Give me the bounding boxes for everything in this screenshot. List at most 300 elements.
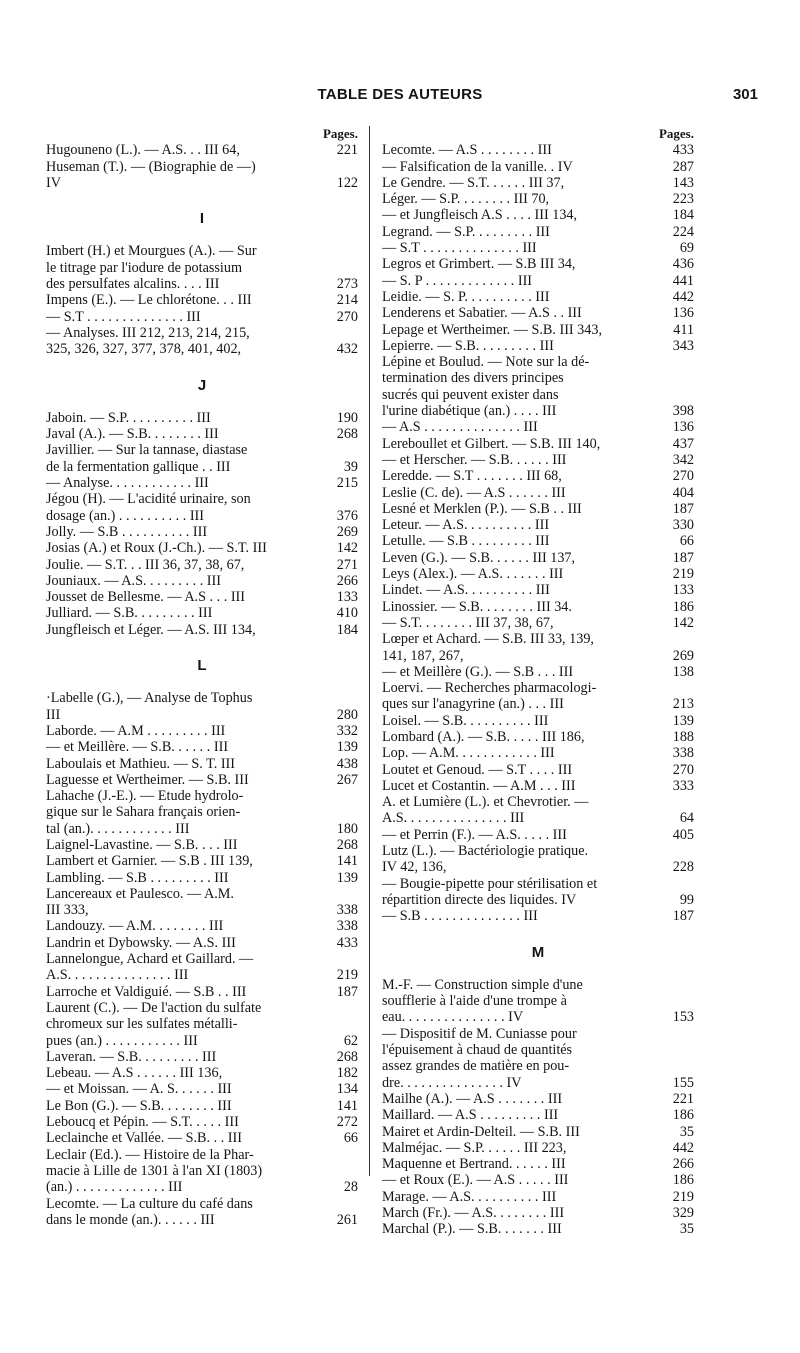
entry-page-number: 433: [336, 934, 358, 951]
entry-page-number: 139: [672, 712, 694, 729]
entry-text: Leslie (C. de). — A.S . . . . . . III: [382, 484, 566, 501]
index-entry: [46, 1049, 358, 1065]
entry-text: chromeux sur les sulfates métalli-: [46, 1016, 238, 1033]
entry-page-number: 143: [672, 174, 694, 191]
entry-text: gique sur le Sahara français orien-: [46, 804, 241, 821]
index-entry: [46, 886, 358, 902]
entry-text: Leteur. — A.S. . . . . . . . . . III: [382, 517, 550, 534]
index-entry: [46, 243, 358, 259]
index-entry: [46, 622, 358, 638]
index-entry: [46, 821, 358, 837]
entry-page-number: 405: [672, 826, 694, 843]
entry-text: Imbert (H.) et Mourgues (A.). — Sur: [46, 243, 257, 260]
entry-text: Javillier. — Sur la tannase, diastase: [46, 442, 248, 459]
entry-page-number: 433: [672, 142, 694, 159]
index-entry: [382, 1156, 694, 1172]
entry-page-number: 223: [672, 191, 694, 208]
index-entry: [382, 696, 694, 712]
entry-page-number: 342: [672, 451, 694, 468]
index-entry: [382, 977, 694, 993]
entry-text: Lutz (L.). — Bactériologie pratique.: [382, 843, 589, 860]
index-entry: [382, 354, 694, 370]
index-entry: [46, 605, 358, 621]
entry-text: Landouzy. — A.M. . . . . . . . III: [46, 918, 224, 935]
index-entry: [382, 892, 694, 908]
entry-text: Leredde. — S.T . . . . . . . III 68,: [382, 468, 562, 485]
entry-page-number: 268: [336, 426, 358, 443]
entry-text: Laguesse et Wertheimer. — S.B. III: [46, 771, 249, 788]
index-entry: [382, 794, 694, 810]
index-entry: [382, 810, 694, 826]
index-entry: [46, 739, 358, 755]
entry-text: Lenderens et Sabatier. — A.S . . III: [382, 305, 582, 322]
pages-heading: Pages.: [658, 126, 694, 141]
entry-page-number: 133: [336, 589, 358, 606]
index-entry: [46, 902, 358, 918]
index-entry: [46, 918, 358, 934]
index-entry: [382, 745, 694, 761]
index-entry: [46, 935, 358, 951]
entry-text: Leclair (Ed.). — Histoire de la Phar-: [46, 1146, 254, 1163]
entry-text: Leidie. — S. P. . . . . . . . . . III: [382, 288, 550, 305]
index-entry: [382, 859, 694, 875]
entry-page-number: 66: [343, 1130, 358, 1147]
index-entry: [382, 827, 694, 843]
index-entry: [382, 501, 694, 517]
entry-page-number: 69: [679, 240, 694, 257]
entry-text: Marchal (P.). — S.B. . . . . . . III: [382, 1221, 562, 1238]
index-entry: [382, 1172, 694, 1188]
entry-text: Letulle. — S.B . . . . . . . . . III: [382, 533, 550, 550]
index-entry: [382, 322, 694, 338]
entry-text: Jousset de Bellesme. — A.S . . . III: [46, 589, 245, 606]
index-entry: [382, 615, 694, 631]
index-entry: [382, 224, 694, 240]
index-entry: [382, 566, 694, 582]
index-entry: [382, 664, 694, 680]
index-entry: [46, 442, 358, 458]
index-entry: [46, 491, 358, 507]
entry-text: Jégou (H). — L'acidité urinaire, son: [46, 491, 251, 508]
entry-text: — Dispositif de M. Cuniasse pour: [382, 1025, 577, 1042]
entry-text: soufflerie à l'aide d'une trompe à: [382, 993, 567, 1010]
index-entry: [382, 762, 694, 778]
index-entry: [382, 175, 694, 191]
entry-text: ques sur l'anagyrine (an.) . . . III: [382, 696, 564, 713]
entry-text: — et Roux (E.). — A.S . . . . . III: [382, 1172, 569, 1189]
index-entry: [46, 341, 358, 357]
entry-text: — et Moissan. — A. S. . . . . . III: [46, 1081, 232, 1098]
entry-page-number: 182: [336, 1065, 358, 1082]
entry-text: Jouniaux. — A.S. . . . . . . . . III: [46, 572, 221, 589]
entry-text: — et Perrin (F.). — A.S. . . . . III: [382, 826, 567, 843]
entry-page-number: 64: [679, 810, 694, 827]
index-entry: [46, 540, 358, 556]
entry-text: Leys (Alex.). — A.S. . . . . . . III: [382, 566, 564, 583]
section-letter: J: [197, 376, 207, 394]
index-entry: [46, 557, 358, 573]
entry-text: Laignel-Lavastine. — S.B. . . . III: [46, 836, 238, 853]
entry-page-number: 338: [672, 745, 694, 762]
entry-text: macie à Lille de 1301 à l'an XI (1803): [46, 1162, 263, 1179]
entry-page-number: 141: [336, 1097, 358, 1114]
entry-page-number: 62: [343, 1032, 358, 1049]
entry-text: Laboulais et Mathieu. — S. T. III: [46, 755, 235, 772]
index-entry: [46, 984, 358, 1000]
entry-page-number: 442: [672, 1139, 694, 1156]
entry-text: A. et Lumière (L.). et Chevrotier. —: [382, 794, 589, 811]
entry-text: Marage. — A.S. . . . . . . . . . III: [382, 1188, 557, 1205]
entry-text: — Falsification de la vanille. . IV: [382, 158, 573, 175]
entry-text: A.S. . . . . . . . . . . . . . . III: [382, 810, 525, 827]
entry-page-number: 35: [679, 1123, 694, 1140]
entry-page-number: 187: [672, 549, 694, 566]
entry-page-number: 155: [672, 1074, 694, 1091]
index-entry: [46, 1163, 358, 1179]
entry-text: eau. . . . . . . . . . . . . . . IV: [382, 1009, 524, 1026]
entry-text: Lombard (A.). — S.B. . . . . III 186,: [382, 728, 585, 745]
entry-page-number: 333: [672, 777, 694, 794]
entry-text: Javal (A.). — S.B. . . . . . . . III: [46, 426, 219, 443]
entry-text: Leboucq et Pépin. — S.T. . . . . III: [46, 1114, 239, 1131]
entry-text: Lambling. — S.B . . . . . . . . . III: [46, 869, 229, 886]
entry-page-number: 269: [672, 647, 694, 664]
section-letter: I: [199, 210, 205, 228]
index-entry: [46, 804, 358, 820]
entry-page-number: 332: [336, 722, 358, 739]
entry-text: 141, 187, 267,: [382, 647, 464, 664]
index-entry: [46, 853, 358, 869]
section-letter: M: [531, 943, 545, 961]
index-entry: [382, 680, 694, 696]
entry-text: Lesné et Merklen (P.). — S.B . . III: [382, 500, 582, 517]
entry-page-number: 343: [672, 337, 694, 354]
entry-text: tal (an.). . . . . . . . . . . . III: [46, 820, 190, 837]
entry-text: Lepierre. — S.B. . . . . . . . . III: [382, 337, 554, 354]
index-entry: [46, 1147, 358, 1163]
entry-page-number: 219: [336, 967, 358, 984]
entry-page-number: 66: [679, 533, 694, 550]
entry-text: Landrin et Dybowsky. — A.S. III: [46, 934, 236, 951]
entry-page-number: 436: [672, 256, 694, 273]
index-entry: [46, 1016, 358, 1032]
entry-text: Lucet et Costantin. — A.M . . . III: [382, 777, 576, 794]
entry-text: Hugouneno (L.). — A.S. . . III 64,: [46, 142, 240, 159]
entry-page-number: 268: [336, 1048, 358, 1065]
index-entry: [46, 508, 358, 524]
entry-text: III 333,: [46, 902, 89, 919]
page-number: 301: [732, 86, 758, 103]
index-entry: [46, 260, 358, 276]
index-entry: [382, 1075, 694, 1091]
entry-text: — A.S . . . . . . . . . . . . . . III: [382, 419, 538, 436]
entry-page-number: 186: [672, 598, 694, 615]
entry-page-number: 35: [679, 1221, 694, 1238]
entry-page-number: 134: [336, 1081, 358, 1098]
entry-page-number: 338: [336, 918, 358, 935]
index-entry: [46, 870, 358, 886]
entry-text: Lancereaux et Paulesco. — A.M.: [46, 885, 234, 902]
entry-page-number: 99: [679, 891, 694, 908]
index-entry: [46, 1098, 358, 1114]
index-entry: [46, 967, 358, 983]
index-entry: [382, 993, 694, 1009]
index-entry: [382, 1189, 694, 1205]
index-entry: [46, 1179, 358, 1195]
entry-text: — et Herscher. — S.B. . . . . . III: [382, 451, 567, 468]
entry-text: Lepage et Wertheimer. — S.B. III 343,: [382, 321, 603, 338]
index-entry: [382, 191, 694, 207]
entry-text: Larroche et Valdiguié. — S.B . . III: [46, 983, 247, 1000]
entry-text: Leclainche et Vallée. — S.B. . . III: [46, 1130, 242, 1147]
index-entry: [382, 485, 694, 501]
entry-text: — et Jungfleisch A.S . . . . III 134,: [382, 207, 578, 224]
index-entry: [46, 524, 358, 540]
entry-page-number: 268: [336, 836, 358, 853]
entry-page-number: 330: [672, 517, 694, 534]
entry-page-number: 221: [336, 142, 358, 159]
entry-text: Mailhe (A.). — A.S . . . . . . . III: [382, 1090, 563, 1107]
entry-page-number: 139: [336, 869, 358, 886]
entry-page-number: 133: [672, 582, 694, 599]
entry-text: Le Bon (G.). — S.B. . . . . . . . III: [46, 1097, 232, 1114]
index-entry: [382, 517, 694, 533]
index-entry: [382, 1042, 694, 1058]
entry-page-number: 142: [672, 614, 694, 631]
entry-page-number: 184: [336, 621, 358, 638]
entry-page-number: 215: [336, 475, 358, 492]
index-entry: [382, 142, 694, 158]
index-entry: [46, 1000, 358, 1016]
index-entry: [46, 573, 358, 589]
index-entry: [46, 1130, 358, 1146]
entry-page-number: 438: [336, 755, 358, 772]
entry-text: Loisel. — S.B. . . . . . . . . . III: [382, 712, 549, 729]
entry-page-number: 442: [672, 288, 694, 305]
index-entry: [382, 1107, 694, 1123]
entry-text: Legrand. — S.P. . . . . . . . . III: [382, 223, 550, 240]
entry-text: — et Meillère (G.). — S.B . . . III: [382, 663, 574, 680]
entry-text: Impens (E.). — Le chlorétone. . . III: [46, 292, 252, 309]
index-entry: [382, 729, 694, 745]
index-entry: [382, 1140, 694, 1156]
index-entry: [382, 387, 694, 403]
entry-page-number: 213: [672, 696, 694, 713]
index-entry: [382, 1205, 694, 1221]
entry-text: le titrage par l'iodure de potassium: [46, 259, 242, 276]
index-entry: [46, 292, 358, 308]
index-entry: [382, 533, 694, 549]
index-entry: [46, 837, 358, 853]
index-entry: [46, 788, 358, 804]
entry-text: Joulie. — S.T. . . III 36, 37, 38, 67,: [46, 556, 245, 573]
entry-text: 325, 326, 327, 377, 378, 401, 402,: [46, 341, 242, 358]
index-entry: [46, 410, 358, 426]
index-entry: [382, 1009, 694, 1025]
index-entry: [46, 1212, 358, 1228]
entry-text: (an.) . . . . . . . . . . . . . III: [46, 1179, 183, 1196]
entry-text: Julliard. — S.B. . . . . . . . . III: [46, 605, 213, 622]
index-entry: [46, 159, 358, 175]
index-entry: [46, 1033, 358, 1049]
entry-text: Loervi. — Recherches pharmacologi-: [382, 680, 597, 697]
pages-heading: Pages.: [322, 126, 358, 141]
entry-text: Maquenne et Bertrand. . . . . . III: [382, 1156, 566, 1173]
index-entry: [46, 707, 358, 723]
entry-text: Lecomte. — A.S . . . . . . . . III: [382, 142, 552, 159]
entry-text: dre. . . . . . . . . . . . . . . IV: [382, 1074, 522, 1091]
entry-text: Jolly. — S.B . . . . . . . . . . III: [46, 523, 208, 540]
index-entry: [382, 1091, 694, 1107]
entry-page-number: 376: [336, 507, 358, 524]
index-entry: [382, 550, 694, 566]
index-entry: [382, 713, 694, 729]
index-entry: [382, 256, 694, 272]
entry-text: Linossier. — S.B. . . . . . . . III 34.: [382, 598, 572, 615]
entry-text: Laurent (C.). — De l'action du sulfate: [46, 999, 262, 1016]
entry-page-number: 329: [672, 1205, 694, 1221]
entry-text: Jaboin. — S.P. . . . . . . . . . III: [46, 409, 211, 426]
index-entry: [382, 240, 694, 256]
index-entry: [46, 276, 358, 292]
entry-text: Lœper et Achard. — S.B. III 33, 139,: [382, 631, 594, 648]
index-entry: [382, 273, 694, 289]
entry-text: sucrés qui peuvent exister dans: [382, 386, 559, 403]
column-divider: [369, 126, 370, 1176]
entry-text: Laveran. — S.B. . . . . . . . . III: [46, 1048, 217, 1065]
index-entry: [382, 452, 694, 468]
entry-page-number: 437: [672, 435, 694, 452]
index-entry: [46, 690, 358, 706]
entry-text: ·Labelle (G.), — Analyse de Tophus: [46, 690, 253, 707]
entry-page-number: 153: [672, 1009, 694, 1026]
index-entry: [46, 142, 358, 158]
index-entry: [382, 289, 694, 305]
index-entry: [382, 908, 694, 924]
entry-text: Mairet et Ardin-Delteil. — S.B. III: [382, 1123, 580, 1140]
entry-text: Léger. — S.P. . . . . . . . III 70,: [382, 191, 550, 208]
entry-text: — S.T . . . . . . . . . . . . . . III: [46, 308, 201, 325]
index-entry: [46, 772, 358, 788]
entry-text: Lereboullet et Gilbert. — S.B. III 140,: [382, 435, 601, 452]
entry-page-number: 267: [336, 771, 358, 788]
index-entry: [46, 325, 358, 341]
entry-text: Malméjac. — S.P. . . . . . III 223,: [382, 1139, 567, 1156]
section-letter: L: [197, 657, 207, 675]
entry-text: l'épuisement à chaud de quantités: [382, 1042, 573, 1059]
index-entry: [382, 419, 694, 435]
entry-page-number: 410: [336, 605, 358, 622]
entry-text: répartition directe des liquides. IV: [382, 891, 577, 908]
entry-text: M.-F. — Construction simple d'une: [382, 976, 583, 993]
entry-text: de la fermentation gallique . . III: [46, 458, 231, 475]
entry-page-number: 266: [336, 572, 358, 589]
index-entry: [382, 370, 694, 386]
index-entry: [382, 1026, 694, 1042]
entry-text: Maillard. — A.S . . . . . . . . . III: [382, 1107, 559, 1124]
entry-page-number: 142: [336, 540, 358, 557]
entry-page-number: 136: [672, 305, 694, 322]
right-column: [382, 126, 694, 1238]
index-entry: [46, 175, 358, 191]
index-entry: [46, 1114, 358, 1130]
entry-page-number: 184: [672, 207, 694, 224]
entry-page-number: 188: [672, 728, 694, 745]
entry-text: Josias (A.) et Roux (J.-Ch.). — S.T. III: [46, 540, 267, 557]
index-entry: [382, 159, 694, 175]
left-column: [46, 126, 358, 1228]
entry-page-number: 432: [336, 341, 358, 358]
entry-page-number: 398: [672, 403, 694, 420]
entry-page-number: 272: [336, 1114, 358, 1131]
entry-page-number: 221: [672, 1090, 694, 1107]
index-entry: [382, 305, 694, 321]
entry-list: [46, 142, 358, 1228]
entry-page-number: 186: [672, 1172, 694, 1189]
entry-page-number: 187: [672, 500, 694, 517]
entry-text: A.S. . . . . . . . . . . . . . . III: [46, 967, 189, 984]
index-entry: [382, 338, 694, 354]
entry-page-number: 441: [672, 272, 694, 289]
index-entry: [46, 951, 358, 967]
entry-text: — S.T . . . . . . . . . . . . . . III: [382, 240, 537, 257]
entry-page-number: 190: [336, 409, 358, 426]
entry-page-number: 219: [672, 1188, 694, 1205]
entry-page-number: 219: [672, 566, 694, 583]
entry-page-number: 141: [336, 853, 358, 870]
entry-text: dans le monde (an.). . . . . . III: [46, 1211, 215, 1228]
entry-text: — S.B . . . . . . . . . . . . . . III: [382, 908, 538, 925]
entry-page-number: 180: [336, 820, 358, 837]
entry-text: Leven (G.). — S.B. . . . . . III 137,: [382, 549, 576, 566]
entry-page-number: 287: [672, 158, 694, 175]
entry-text: Lannelongue, Achard et Gaillard. —: [46, 951, 254, 968]
entry-text: dosage (an.) . . . . . . . . . . III: [46, 507, 204, 524]
index-entry: [46, 309, 358, 325]
entry-text: Lop. — A.M. . . . . . . . . . . . III: [382, 745, 555, 762]
entry-page-number: 224: [672, 223, 694, 240]
page-title: TABLE DES AUTEURS: [317, 86, 483, 103]
entry-page-number: 270: [672, 468, 694, 485]
entry-page-number: 269: [336, 523, 358, 540]
entry-text: Laborde. — A.M . . . . . . . . . III: [46, 722, 226, 739]
entry-text: III: [46, 706, 61, 723]
entry-text: — S. P . . . . . . . . . . . . . III: [382, 272, 533, 289]
entry-text: — S.T. . . . . . . . III 37, 38, 67,: [382, 614, 554, 631]
entry-page-number: 39: [343, 458, 358, 475]
entry-page-number: 270: [672, 761, 694, 778]
entry-text: assez grandes de matière en pou-: [382, 1058, 570, 1075]
entry-page-number: 411: [673, 321, 694, 338]
entry-page-number: 270: [336, 308, 358, 325]
index-entry: [382, 631, 694, 647]
entry-text: — Analyses. III 212, 213, 214, 215,: [46, 324, 250, 341]
entry-text: — et Meillère. — S.B. . . . . . III: [46, 739, 229, 756]
entry-page-number: 187: [672, 908, 694, 925]
index-entry: [46, 1196, 358, 1212]
entry-page-number: 404: [672, 484, 694, 501]
entry-text: Huseman (T.). — (Biographie de —): [46, 158, 256, 175]
index-entry: [382, 1221, 694, 1237]
entry-page-number: 228: [672, 859, 694, 876]
entry-text: Lépine et Boulud. — Note sur la dé-: [382, 354, 590, 371]
entry-text: Jungfleisch et Léger. — A.S. III 134,: [46, 621, 256, 638]
index-entry: [382, 468, 694, 484]
entry-page-number: 139: [336, 739, 358, 756]
entry-text: Lebeau. — A.S . . . . . . III 136,: [46, 1065, 223, 1082]
index-entry: [382, 207, 694, 223]
index-entry: [382, 778, 694, 794]
